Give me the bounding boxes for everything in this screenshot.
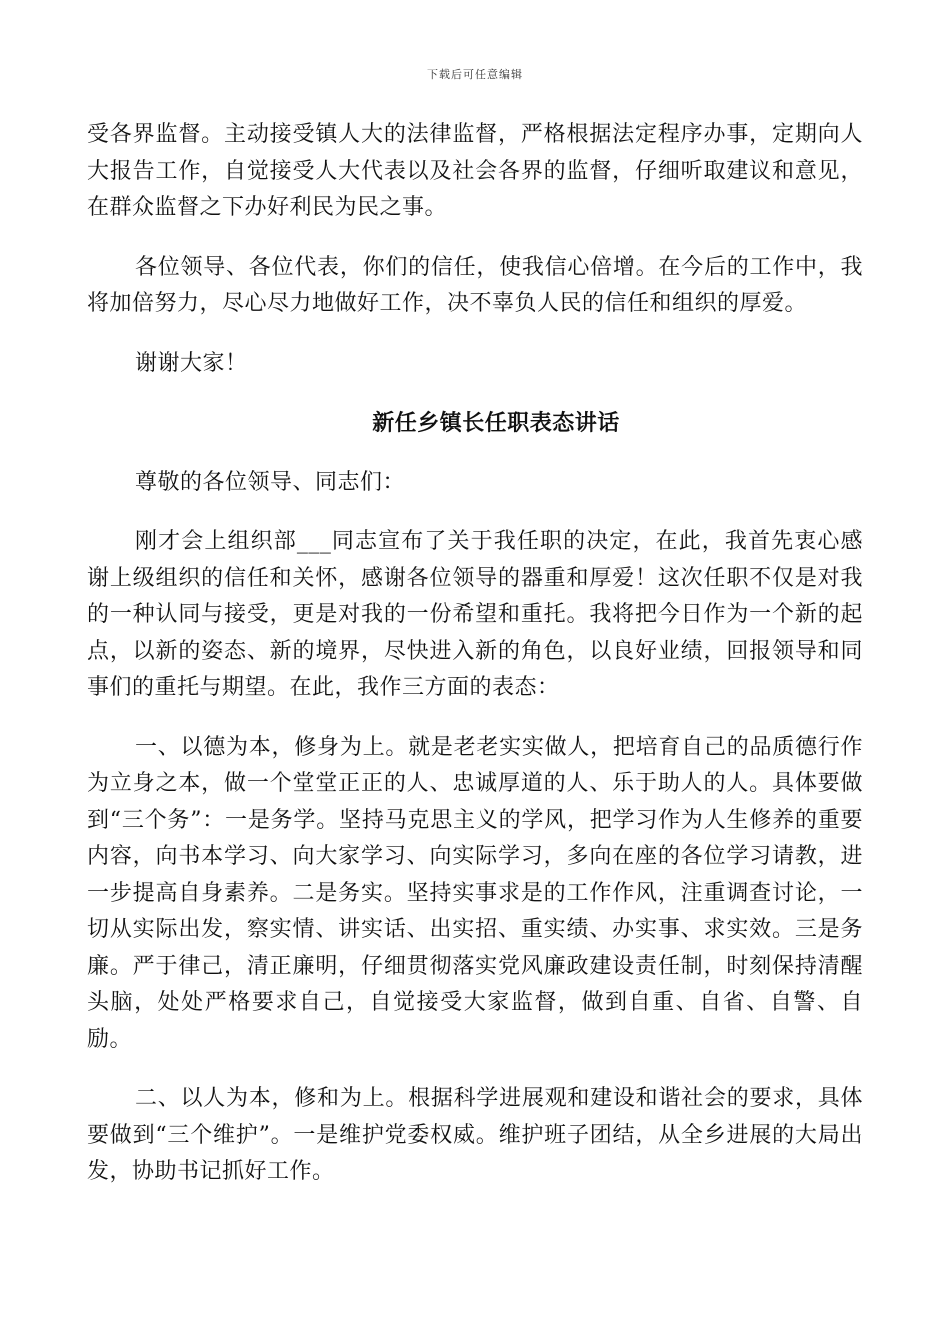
- paragraph-closing: 谢谢大家！: [135, 350, 248, 376]
- page-header: 下载后可任意编辑: [427, 68, 523, 81]
- section-title: 新任乡镇长任职表态讲话: [372, 410, 620, 436]
- paragraph-introduction: 刚才会上组织部___同志宣布了关于我任职的决定，在此，我首先衷心感谢上级组织的信任和关怀，感谢各位领导的器重和厚爱！这次任职不仅是对我的一种认同与接受，更是对我的一份希望和重托。我将把今日作为一个新的起点，以新的姿态、新的境界，尽快进入新的角色，以良好业绩，回报领导和同事们的重托与期望。在此，我作三方面的表态：: [87, 529, 863, 700]
- document-body: [87, 117, 863, 1214]
- paragraph-thanks-to-leaders: 各位领导、各位代表，你们的信任，使我信心倍增。在今后的工作中，我将加倍努力，尽心尽力地做好工作，决不辜负人民的信任和组织的厚爱。: [87, 254, 863, 316]
- paragraph-continued: 受各界监督。主动接受镇人大的法律监督，严格根据法定程序办事，定期向人大报告工作，自觉接受人大代表以及社会各界的监督，仔细听取建议和意见，在群众监督之下办好利民为民之事。: [87, 122, 863, 220]
- paragraph-salutation: 尊敬的各位领导、同志们：: [135, 469, 406, 495]
- paragraph-point-two: 二、以人为本，修和为上。根据科学进展观和建设和谐社会的要求，具体要做到“三个维护”。一是维护党委权威。维护班子团结，从全乡进展的大局出发，协助书记抓好工作。: [87, 1086, 863, 1184]
- paragraph-point-one: 一、以德为本，修身为上。就是老老实实做人，把培育自己的品质德行作为立身之本，做一个堂堂正正的人、忠诚厚道的人、乐于助人的人。具体要做到“三个务”：一是务学。坚持马克思主义的学风，把学习作为人生修养的重要内容，向书本学习、向大家学习、向实际学习，多向在座的各位学习请教，进一步提高自身素养。二是务实。坚持实事求是的工作作风，注重调查讨论，一切从实际出发，察实情、讲实话、出实招、重实绩、办实事、求实效。三是务廉。严于律己，清正廉明，仔细贯彻落实党风廉政建设责任制，时刻保持清醒头脑，处处严格要求自己，自觉接受大家监督，做到自重、自省、自警、自励。: [87, 734, 863, 1052]
